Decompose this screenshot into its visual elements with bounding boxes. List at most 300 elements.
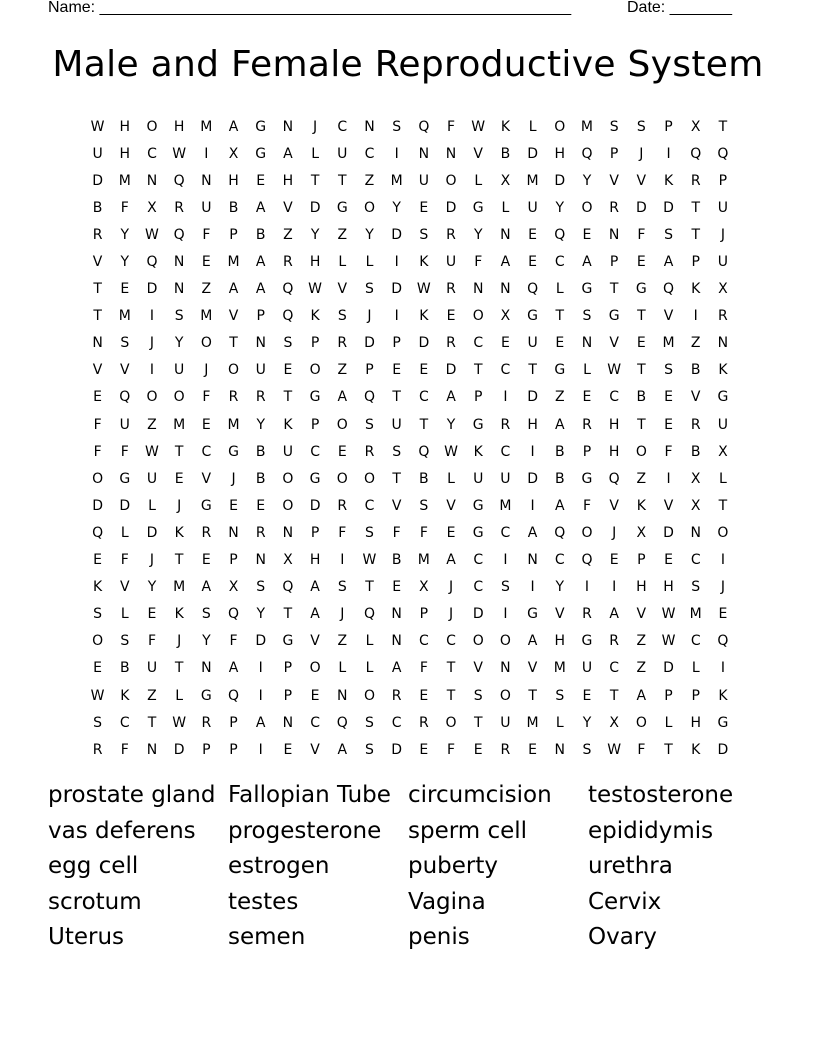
grid-letter[interactable]: U (473, 470, 484, 487)
grid-letter[interactable]: P (609, 254, 619, 271)
grid-letter[interactable]: I (394, 145, 399, 162)
grid-letter[interactable]: T (528, 687, 537, 704)
grid-letter[interactable]: F (419, 660, 428, 677)
grid-letter[interactable]: T (365, 579, 374, 596)
grid-letter[interactable]: L (311, 145, 319, 162)
grid-letter[interactable]: E (174, 470, 184, 487)
grid-letter[interactable]: F (93, 416, 102, 433)
grid-letter[interactable]: U (445, 254, 457, 271)
grid-letter[interactable]: Y (310, 226, 320, 243)
grid-letter[interactable]: O (336, 416, 348, 433)
grid-letter[interactable]: H (173, 118, 185, 135)
grid-letter[interactable]: U (717, 199, 729, 216)
grid-letter[interactable]: J (448, 579, 454, 596)
grid-letter[interactable]: T (283, 606, 293, 623)
grid-letter[interactable]: R (228, 389, 239, 406)
grid-letter[interactable]: G (717, 389, 729, 406)
grid-letter[interactable]: I (149, 362, 155, 379)
grid-letter[interactable]: Q (717, 633, 729, 650)
grid-letter[interactable]: R (174, 199, 185, 216)
grid-letter[interactable]: N (500, 281, 511, 298)
grid-letter[interactable]: N (228, 524, 239, 541)
grid-letter[interactable]: F (338, 524, 347, 541)
grid-letter[interactable]: G (255, 145, 267, 162)
grid-letter[interactable]: R (718, 308, 728, 325)
grid-letter[interactable]: J (448, 606, 454, 623)
grid-letter[interactable]: W (362, 552, 377, 569)
grid-letter[interactable]: U (717, 254, 729, 271)
grid-letter[interactable]: E (256, 497, 266, 514)
grid-letter[interactable]: Q (119, 389, 131, 406)
grid-letter[interactable]: V (554, 606, 565, 623)
grid-letter[interactable]: R (582, 416, 592, 433)
grid-letter[interactable]: T (664, 741, 673, 758)
grid-letter[interactable]: K (419, 254, 429, 271)
grid-letter[interactable]: I (503, 552, 508, 569)
grid-letter[interactable]: E (419, 199, 429, 216)
grid-letter[interactable]: G (717, 714, 729, 731)
grid-letter[interactable]: Y (446, 416, 456, 433)
grid-letter[interactable]: W (308, 281, 323, 298)
grid-letter[interactable]: C (554, 254, 565, 271)
grid-letter[interactable]: F (120, 443, 129, 460)
grid-letter[interactable]: P (202, 741, 211, 758)
grid-letter[interactable]: R (446, 335, 456, 352)
grid-letter[interactable]: F (637, 741, 646, 758)
grid-letter[interactable]: E (93, 389, 103, 406)
grid-letter[interactable]: N (500, 226, 511, 243)
grid-letter[interactable]: L (555, 281, 564, 298)
grid-letter[interactable]: V (310, 741, 320, 758)
grid-letter[interactable]: Y (256, 416, 265, 433)
grid-letter[interactable]: R (337, 335, 348, 352)
grid-letter[interactable]: N (201, 660, 212, 677)
grid-letter[interactable]: V (201, 470, 212, 487)
grid-letter[interactable]: Z (554, 389, 565, 406)
grid-letter[interactable]: V (391, 497, 402, 514)
grid-letter[interactable]: F (474, 254, 483, 271)
grid-letter[interactable]: T (609, 687, 619, 704)
grid-letter[interactable]: M (580, 118, 594, 135)
grid-letter[interactable]: Q (146, 254, 158, 271)
grid-letter[interactable]: D (391, 281, 403, 298)
grid-letter[interactable]: F (93, 443, 102, 460)
grid-letter[interactable]: G (527, 606, 539, 623)
grid-letter[interactable]: A (283, 145, 293, 162)
grid-letter[interactable]: O (472, 633, 484, 650)
grid-letter[interactable]: G (472, 416, 484, 433)
grid-letter[interactable]: O (146, 118, 158, 135)
grid-letter[interactable]: F (120, 552, 129, 569)
grid-letter[interactable]: L (365, 660, 374, 677)
grid-letter[interactable]: E (201, 552, 211, 569)
grid-letter[interactable]: E (664, 389, 673, 406)
grid-letter[interactable]: S (283, 335, 293, 352)
grid-letter[interactable]: N (146, 741, 158, 758)
grid-letter[interactable]: C (500, 362, 511, 379)
grid-letter[interactable]: W (607, 741, 622, 758)
grid-letter[interactable]: C (473, 579, 484, 596)
grid-letter[interactable]: L (175, 687, 184, 704)
grid-letter[interactable]: E (582, 226, 592, 243)
grid-letter[interactable]: D (635, 199, 647, 216)
grid-letter[interactable]: O (554, 118, 566, 135)
grid-letter[interactable]: D (445, 199, 457, 216)
grid-letter[interactable]: S (120, 633, 130, 650)
grid-letter[interactable]: A (500, 254, 511, 271)
grid-letter[interactable]: T (419, 416, 429, 433)
grid-letter[interactable]: F (120, 199, 129, 216)
grid-letter[interactable]: Y (147, 579, 157, 596)
grid-letter[interactable]: X (690, 118, 701, 135)
grid-letter[interactable]: P (229, 226, 238, 243)
grid-letter[interactable]: G (635, 281, 647, 298)
grid-letter[interactable]: P (310, 524, 320, 541)
grid-letter[interactable]: E (582, 687, 592, 704)
grid-letter[interactable]: E (419, 362, 429, 379)
grid-letter[interactable]: O (717, 524, 729, 541)
grid-letter[interactable]: U (391, 416, 402, 433)
grid-letter[interactable]: Q (173, 172, 185, 189)
grid-letter[interactable]: Y (392, 199, 401, 216)
grid-letter[interactable]: T (691, 226, 700, 243)
grid-letter[interactable]: U (418, 172, 429, 189)
grid-letter[interactable]: E (718, 606, 728, 623)
grid-letter[interactable]: T (392, 470, 401, 487)
grid-letter[interactable]: I (530, 579, 535, 596)
grid-letter[interactable]: V (609, 335, 619, 352)
grid-letter[interactable]: E (310, 687, 320, 704)
grid-letter[interactable]: B (554, 470, 565, 487)
grid-letter[interactable]: D (309, 199, 321, 216)
grid-letter[interactable]: X (690, 497, 701, 514)
grid-letter[interactable]: H (608, 416, 620, 433)
grid-letter[interactable]: S (582, 308, 592, 325)
grid-letter[interactable]: H (228, 172, 239, 189)
grid-letter[interactable]: S (174, 308, 184, 325)
grid-letter[interactable]: N (201, 172, 212, 189)
grid-letter[interactable]: K (174, 606, 184, 623)
grid-letter[interactable]: U (119, 416, 130, 433)
grid-letter[interactable]: C (337, 118, 348, 135)
grid-letter[interactable]: M (227, 416, 240, 433)
grid-letter[interactable]: Q (717, 145, 729, 162)
grid-letter[interactable]: G (282, 633, 294, 650)
grid-letter[interactable]: Z (337, 362, 348, 379)
grid-letter[interactable]: D (472, 606, 484, 623)
grid-letter[interactable]: F (419, 524, 428, 541)
grid-letter[interactable]: N (690, 524, 701, 541)
grid-letter[interactable]: V (663, 497, 674, 514)
grid-letter[interactable]: S (664, 226, 673, 243)
grid-letter[interactable]: P (582, 443, 592, 460)
grid-letter[interactable]: A (255, 281, 266, 298)
grid-letter[interactable]: C (690, 552, 701, 569)
grid-letter[interactable]: K (718, 687, 728, 704)
grid-letter[interactable]: X (636, 524, 647, 541)
grid-letter[interactable]: B (391, 552, 402, 569)
grid-letter[interactable]: R (690, 416, 701, 433)
grid-letter[interactable]: P (664, 687, 673, 704)
grid-letter[interactable]: I (340, 552, 345, 569)
grid-letter[interactable]: B (119, 660, 130, 677)
grid-letter[interactable]: J (639, 145, 644, 162)
grid-letter[interactable]: A (255, 199, 266, 216)
grid-letter[interactable]: L (555, 714, 564, 731)
grid-letter[interactable]: S (201, 606, 211, 623)
grid-letter[interactable]: M (526, 714, 539, 731)
grid-letter[interactable]: K (691, 281, 701, 298)
grid-letter[interactable]: L (148, 497, 156, 514)
grid-letter[interactable]: R (500, 416, 511, 433)
grid-letter[interactable]: S (337, 308, 347, 325)
grid-letter[interactable]: I (258, 660, 263, 677)
grid-letter[interactable]: S (392, 118, 402, 135)
grid-letter[interactable]: N (581, 335, 593, 352)
grid-letter[interactable]: H (527, 416, 538, 433)
grid-letter[interactable]: E (528, 226, 538, 243)
grid-letter[interactable]: H (663, 579, 674, 596)
grid-letter[interactable]: L (691, 660, 700, 677)
grid-letter[interactable]: E (419, 687, 429, 704)
grid-letter[interactable]: X (228, 579, 239, 596)
grid-letter[interactable]: G (309, 389, 321, 406)
grid-letter[interactable]: O (200, 335, 212, 352)
grid-letter[interactable]: C (500, 443, 511, 460)
grid-letter[interactable]: M (227, 254, 240, 271)
grid-letter[interactable]: S (365, 714, 374, 731)
grid-letter[interactable]: T (473, 714, 483, 731)
grid-letter[interactable]: O (499, 633, 511, 650)
grid-letter[interactable]: Z (337, 226, 348, 243)
grid-letter[interactable]: C (446, 633, 456, 650)
grid-letter[interactable]: V (527, 660, 538, 677)
grid-letter[interactable]: B (419, 470, 429, 487)
grid-letter[interactable]: R (609, 633, 620, 650)
grid-letter[interactable]: G (309, 470, 321, 487)
grid-letter[interactable]: V (119, 362, 130, 379)
grid-letter[interactable]: C (554, 552, 565, 569)
grid-letter[interactable]: N (500, 660, 511, 677)
grid-letter[interactable]: J (177, 633, 182, 650)
grid-letter[interactable]: V (636, 606, 647, 623)
grid-letter[interactable]: Y (473, 226, 483, 243)
grid-letter[interactable]: A (446, 552, 456, 569)
grid-letter[interactable]: L (474, 172, 483, 189)
grid-letter[interactable]: I (584, 579, 590, 596)
grid-letter[interactable]: E (446, 308, 456, 325)
grid-letter[interactable]: E (93, 552, 103, 569)
grid-letter[interactable]: C (310, 714, 320, 731)
grid-letter[interactable]: O (581, 524, 593, 541)
grid-letter[interactable]: R (582, 606, 592, 623)
grid-letter[interactable]: S (93, 714, 103, 731)
grid-letter[interactable]: B (255, 470, 266, 487)
grid-letter[interactable]: W (172, 145, 187, 162)
grid-letter[interactable]: H (608, 443, 620, 460)
grid-letter[interactable]: T (718, 118, 728, 135)
grid-letter[interactable]: R (609, 199, 620, 216)
grid-letter[interactable]: H (282, 172, 294, 189)
grid-letter[interactable]: U (92, 145, 103, 162)
grid-letter[interactable]: T (555, 308, 565, 325)
grid-letter[interactable]: T (528, 362, 537, 379)
grid-letter[interactable]: P (229, 714, 238, 731)
grid-letter[interactable]: A (554, 497, 565, 514)
grid-letter[interactable]: O (92, 470, 104, 487)
grid-letter[interactable]: E (664, 552, 673, 569)
grid-letter[interactable]: M (390, 172, 403, 189)
grid-letter[interactable]: D (146, 524, 158, 541)
grid-letter[interactable]: O (363, 687, 375, 704)
grid-letter[interactable]: Q (581, 145, 593, 162)
grid-letter[interactable]: C (391, 714, 402, 731)
grid-letter[interactable]: U (337, 145, 348, 162)
grid-letter[interactable]: Y (120, 226, 130, 243)
grid-letter[interactable]: A (255, 714, 266, 731)
grid-letter[interactable]: S (120, 335, 130, 352)
grid-letter[interactable]: Q (173, 226, 185, 243)
grid-letter[interactable]: N (391, 633, 402, 650)
grid-letter[interactable]: P (637, 552, 646, 569)
grid-letter[interactable]: B (255, 443, 266, 460)
grid-letter[interactable]: N (527, 552, 538, 569)
grid-letter[interactable]: D (119, 497, 131, 514)
grid-letter[interactable]: M (526, 172, 539, 189)
grid-letter[interactable]: E (500, 335, 510, 352)
grid-letter[interactable]: E (446, 524, 456, 541)
grid-letter[interactable]: Z (636, 660, 647, 677)
grid-letter[interactable]: V (690, 389, 701, 406)
grid-letter[interactable]: P (229, 552, 238, 569)
grid-letter[interactable]: A (391, 660, 402, 677)
grid-letter[interactable]: T (229, 335, 238, 352)
grid-letter[interactable]: V (119, 579, 130, 596)
grid-letter[interactable]: F (392, 524, 401, 541)
grid-letter[interactable]: C (500, 524, 511, 541)
grid-letter[interactable]: T (446, 660, 456, 677)
grid-letter[interactable]: Q (554, 226, 566, 243)
grid-letter[interactable]: D (146, 281, 158, 298)
grid-letter[interactable]: C (418, 389, 429, 406)
grid-letter[interactable]: Q (282, 579, 294, 596)
grid-letter[interactable]: R (337, 497, 348, 514)
grid-letter[interactable]: Z (147, 687, 157, 704)
grid-letter[interactable]: V (663, 308, 674, 325)
grid-letter[interactable]: Y (202, 633, 211, 650)
grid-letter[interactable]: I (258, 741, 263, 758)
grid-letter[interactable]: Y (582, 714, 592, 731)
grid-letter[interactable]: V (636, 172, 647, 189)
grid-letter[interactable]: C (310, 443, 320, 460)
grid-letter[interactable]: F (447, 118, 456, 135)
grid-letter[interactable]: T (637, 308, 646, 325)
grid-letter[interactable]: E (392, 579, 402, 596)
grid-letter[interactable]: K (636, 497, 646, 514)
grid-letter[interactable]: D (554, 172, 566, 189)
grid-letter[interactable]: A (337, 389, 348, 406)
grid-letter[interactable]: Y (120, 254, 130, 271)
grid-letter[interactable]: W (444, 443, 458, 460)
grid-letter[interactable]: S (365, 416, 374, 433)
grid-letter[interactable]: I (503, 606, 508, 623)
grid-letter[interactable]: E (283, 362, 293, 379)
grid-letter[interactable]: W (661, 606, 676, 623)
grid-letter[interactable]: Q (581, 552, 593, 569)
grid-letter[interactable]: F (202, 226, 211, 243)
grid-letter[interactable]: A (310, 606, 320, 623)
grid-letter[interactable]: N (418, 145, 430, 162)
grid-letter[interactable]: K (718, 362, 728, 379)
grid-letter[interactable]: M (118, 172, 131, 189)
grid-letter[interactable]: E (120, 281, 130, 298)
grid-letter[interactable]: A (609, 606, 619, 623)
grid-letter[interactable]: K (310, 308, 320, 325)
grid-letter[interactable]: L (583, 362, 591, 379)
grid-letter[interactable]: R (364, 443, 375, 460)
grid-letter[interactable]: J (149, 552, 155, 569)
grid-letter[interactable]: B (554, 443, 565, 460)
grid-letter[interactable]: Q (690, 145, 702, 162)
grid-letter[interactable]: E (201, 254, 211, 271)
grid-letter[interactable]: T (338, 172, 347, 189)
grid-letter[interactable]: L (338, 660, 347, 677)
grid-letter[interactable]: N (173, 281, 185, 298)
grid-letter[interactable]: N (146, 172, 158, 189)
grid-letter[interactable]: R (500, 741, 511, 758)
grid-letter[interactable]: M (173, 416, 186, 433)
grid-letter[interactable]: M (553, 660, 566, 677)
grid-letter[interactable]: J (204, 362, 209, 379)
grid-letter[interactable]: N (173, 254, 185, 271)
grid-letter[interactable]: O (581, 199, 593, 216)
grid-letter[interactable]: E (229, 497, 238, 514)
grid-letter[interactable]: M (662, 335, 675, 352)
grid-letter[interactable]: O (635, 714, 647, 731)
grid-letter[interactable]: H (554, 633, 566, 650)
grid-letter[interactable]: G (119, 470, 131, 487)
grid-letter[interactable]: N (608, 226, 620, 243)
grid-letter[interactable]: G (581, 633, 593, 650)
grid-letter[interactable]: T (147, 714, 157, 731)
grid-letter[interactable]: S (93, 606, 103, 623)
grid-letter[interactable]: B (636, 389, 647, 406)
grid-letter[interactable]: R (446, 226, 456, 243)
grid-letter[interactable]: U (255, 362, 266, 379)
grid-letter[interactable]: I (394, 308, 399, 325)
grid-letter[interactable]: O (92, 633, 104, 650)
grid-letter[interactable]: J (367, 308, 372, 325)
grid-letter[interactable]: E (93, 660, 103, 677)
grid-letter[interactable]: S (555, 687, 565, 704)
grid-letter[interactable]: D (391, 741, 403, 758)
grid-letter[interactable]: D (255, 633, 267, 650)
grid-letter[interactable]: E (582, 389, 592, 406)
grid-letter[interactable]: X (419, 579, 429, 596)
grid-letter[interactable]: L (528, 118, 537, 135)
grid-letter[interactable]: G (472, 199, 484, 216)
grid-letter[interactable]: C (201, 443, 212, 460)
grid-letter[interactable]: D (391, 226, 403, 243)
grid-letter[interactable]: U (717, 416, 729, 433)
grid-letter[interactable]: G (255, 118, 267, 135)
grid-letter[interactable]: L (719, 470, 727, 487)
grid-letter[interactable]: V (446, 497, 456, 514)
grid-letter[interactable]: A (446, 389, 456, 406)
grid-letter[interactable]: G (472, 524, 484, 541)
grid-letter[interactable]: R (446, 281, 456, 298)
grid-letter[interactable]: K (120, 687, 130, 704)
